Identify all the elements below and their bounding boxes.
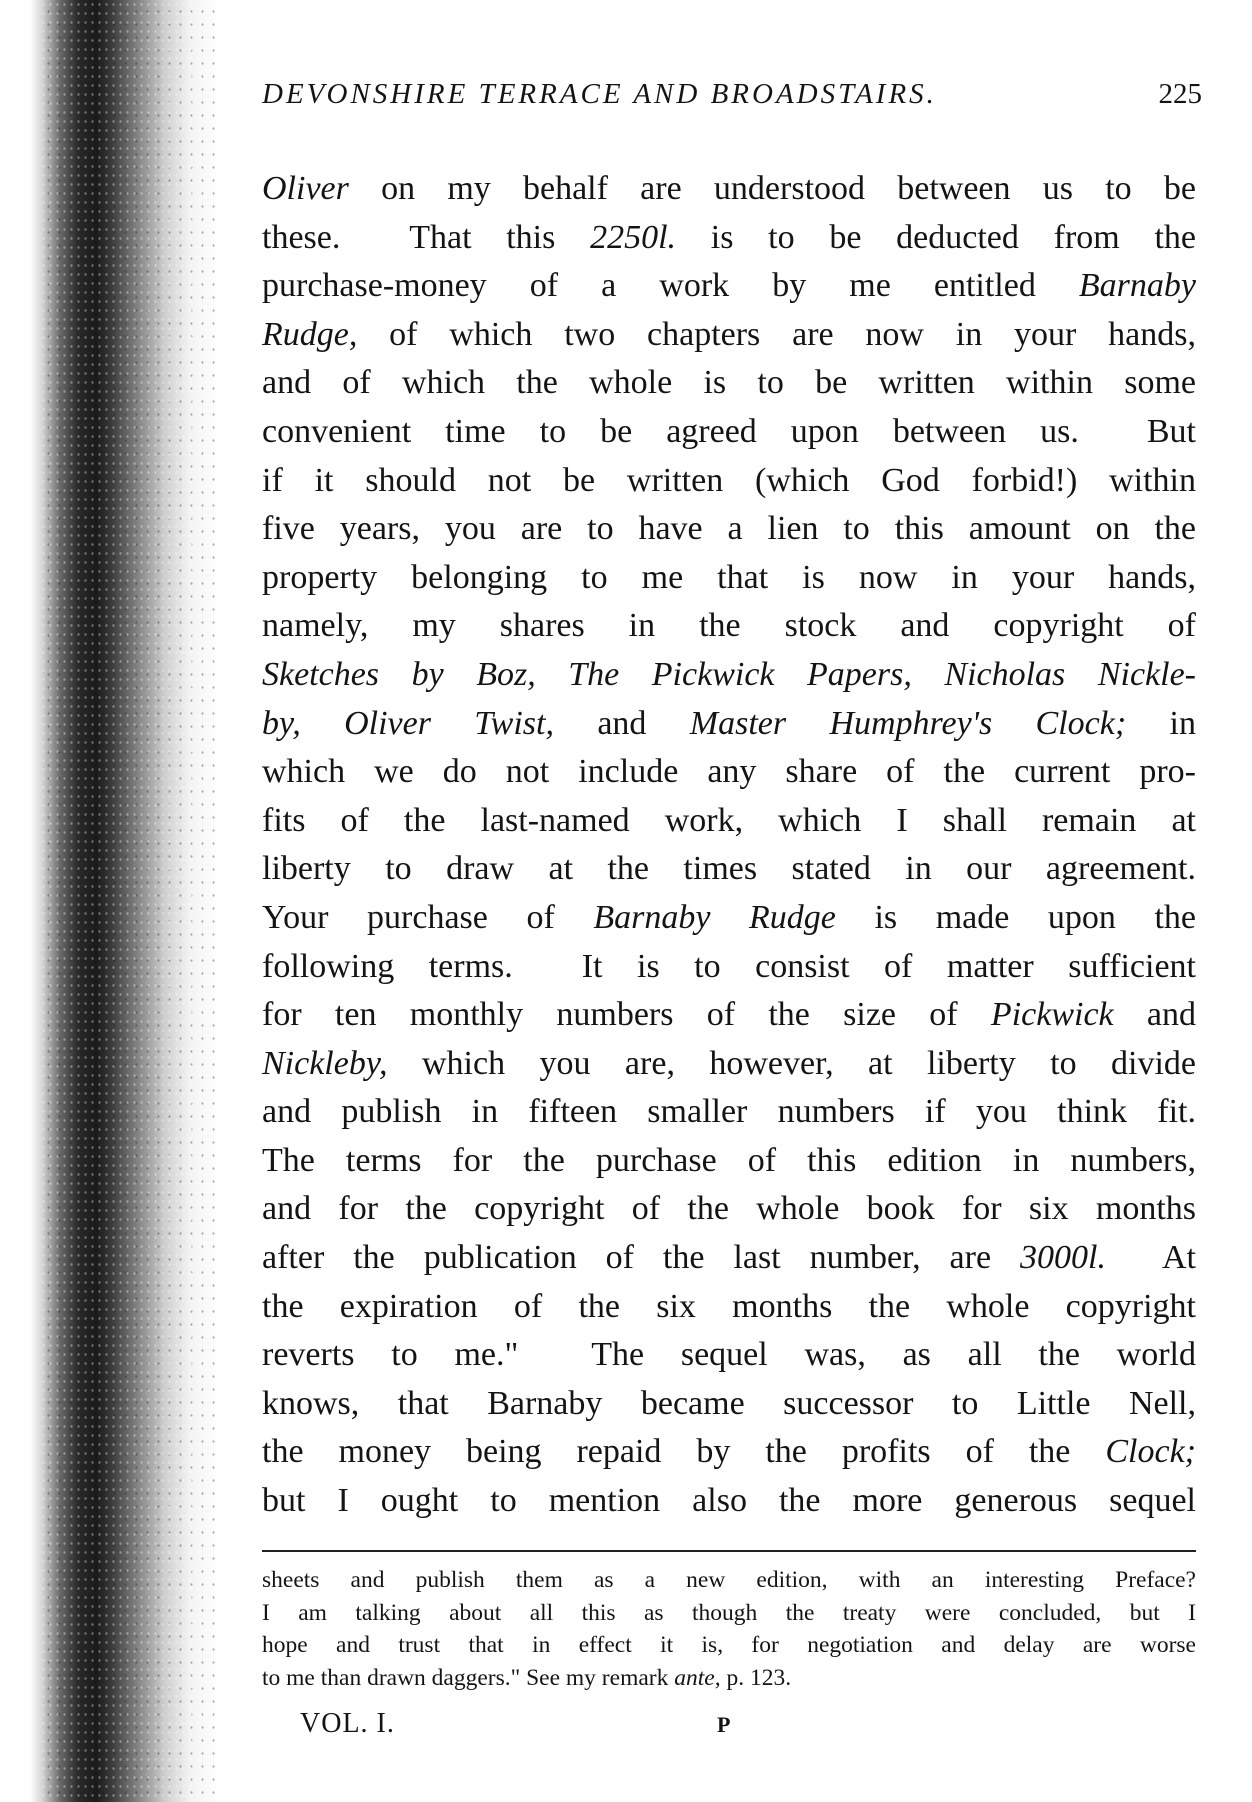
page-number: 225 xyxy=(1158,78,1202,110)
text-segment: and publish in fifteen smaller numbers if you think fit. xyxy=(262,1093,1196,1131)
footnote-line xyxy=(262,1629,1196,1662)
body-line xyxy=(262,1428,1196,1477)
text-segment: if it should not be written (which God forbid!) within xyxy=(262,461,1196,499)
volume-label: VOL. I. xyxy=(300,1708,395,1739)
footnote-rule xyxy=(262,1550,1196,1552)
text-segment: is made upon the xyxy=(835,898,1197,936)
text-segment: purchase-money of a work by me entitled xyxy=(262,267,1079,305)
text-segment: hope and trust that in effect it is, for negotiation and delay are worse xyxy=(262,1632,1196,1658)
text-segment: of which two chapters are now in your hands, xyxy=(357,315,1196,353)
body-line xyxy=(262,1331,1196,1380)
text-segment: five years, you are to have a lien to this amount on the xyxy=(262,510,1196,548)
body-line xyxy=(262,408,1196,457)
body-line xyxy=(262,505,1196,554)
body-line xyxy=(262,797,1196,846)
italic-text: Oliver xyxy=(262,170,349,207)
body-line xyxy=(262,1137,1196,1186)
body-line xyxy=(262,554,1196,603)
text-segment: following terms. It is to consist of matter sufficient xyxy=(262,947,1196,985)
text-segment: I am talking about all this as though the treaty were concluded, but I xyxy=(262,1599,1196,1626)
body-line xyxy=(262,1283,1196,1332)
text-segment: Your purchase of xyxy=(262,898,594,936)
text-segment: knows, that Barnaby became successor to Little Nell, xyxy=(262,1384,1196,1422)
body-line xyxy=(262,651,1196,700)
text-segment: and for the copyright of the whole book for six months xyxy=(262,1190,1196,1228)
italic-text: 3000l. xyxy=(1020,1239,1106,1277)
text-segment: to me than drawn daggers." See my remark xyxy=(262,1664,675,1691)
text-segment: after the publication of the last number, are xyxy=(262,1239,1021,1277)
footnote-line xyxy=(262,1564,1196,1597)
text-segment: sheets and publish them as a new edition, with an interesting Preface? xyxy=(262,1567,1196,1593)
footnote-line xyxy=(262,1597,1196,1630)
body-line xyxy=(262,894,1196,943)
text-segment: and of which the whole is to be written within some xyxy=(262,364,1196,402)
body-line xyxy=(262,165,1196,214)
text-segment: At xyxy=(1105,1239,1197,1277)
body-line xyxy=(262,991,1196,1040)
italic-text: Clock; xyxy=(1105,1433,1196,1471)
text-segment: which you are, however, at liberty to divide xyxy=(387,1044,1196,1082)
text-segment: is to be deducted from the xyxy=(676,218,1196,256)
text-segment: reverts to me." The sequel was, as all the world xyxy=(262,1336,1196,1374)
text-segment: convenient time to be agreed upon between us. But xyxy=(262,412,1196,450)
text-segment: but I ought to mention also the more generous sequel xyxy=(262,1482,1196,1520)
italic-text: Barnaby xyxy=(1078,267,1196,305)
body-line xyxy=(262,457,1196,506)
italic-text: Sketches by Boz, The Pickwick Papers, Nicholas Nickle- xyxy=(262,655,1196,693)
body-text xyxy=(262,165,1196,1526)
body-line xyxy=(262,1088,1196,1137)
text-segment: on my behalf are understood between us to be xyxy=(348,170,1196,207)
text-segment: The terms for the purchase of this edition in numbers, xyxy=(262,1141,1196,1179)
italic-text: Nickleby, xyxy=(262,1044,388,1082)
italic-text: by, Oliver Twist, xyxy=(262,704,554,742)
body-line xyxy=(262,700,1196,749)
text-segment: these. That this xyxy=(262,218,591,256)
body-line xyxy=(262,1040,1196,1089)
running-head xyxy=(262,78,1202,128)
italic-text: Rudge, xyxy=(262,315,358,353)
italic-text: Pickwick xyxy=(990,996,1114,1034)
body-line xyxy=(262,602,1196,651)
text-segment: liberty to draw at the times stated in our agreement. xyxy=(262,850,1196,888)
italic-text: Barnaby Rudge xyxy=(593,898,836,936)
text-segment: p. 123. xyxy=(720,1664,792,1691)
body-line xyxy=(262,1234,1196,1283)
running-title: DEVONSHIRE TERRACE AND BROADSTAIRS. xyxy=(262,78,937,110)
text-segment: fits of the last-named work, which I shall remain at xyxy=(262,801,1196,839)
body-line xyxy=(262,943,1196,992)
text-segment: in xyxy=(1126,704,1196,742)
gutter-speckle xyxy=(40,0,220,1802)
italic-text: 2250l. xyxy=(590,218,677,256)
text-segment: and xyxy=(1113,996,1196,1034)
italic-text: Master Humphrey's Clock; xyxy=(689,704,1127,742)
body-line xyxy=(262,845,1196,894)
body-line xyxy=(262,1185,1196,1234)
body-line xyxy=(262,262,1196,311)
body-line xyxy=(262,1380,1196,1429)
body-line xyxy=(262,359,1196,408)
text-segment: property belonging to me that is now in your hands, xyxy=(262,558,1196,596)
body-line xyxy=(262,214,1196,263)
signature-letter: P xyxy=(717,1712,731,1737)
footnote xyxy=(262,1564,1196,1694)
text-segment: namely, my shares in the stock and copyright of xyxy=(262,607,1196,645)
italic-text: ante, xyxy=(674,1664,721,1691)
text-segment: the money being repaid by the profits of the xyxy=(262,1433,1106,1471)
text-segment: and xyxy=(553,704,690,742)
body-line xyxy=(262,748,1196,797)
footnote-line xyxy=(262,1662,1196,1695)
text-segment: the expiration of the six months the whole copyright xyxy=(262,1287,1196,1325)
signature-line xyxy=(300,1708,800,1748)
body-line xyxy=(262,1477,1196,1526)
body-line xyxy=(262,311,1196,360)
text-segment: for ten monthly numbers of the size of xyxy=(262,996,991,1034)
text-segment: which we do not include any share of the current pro- xyxy=(262,753,1196,791)
